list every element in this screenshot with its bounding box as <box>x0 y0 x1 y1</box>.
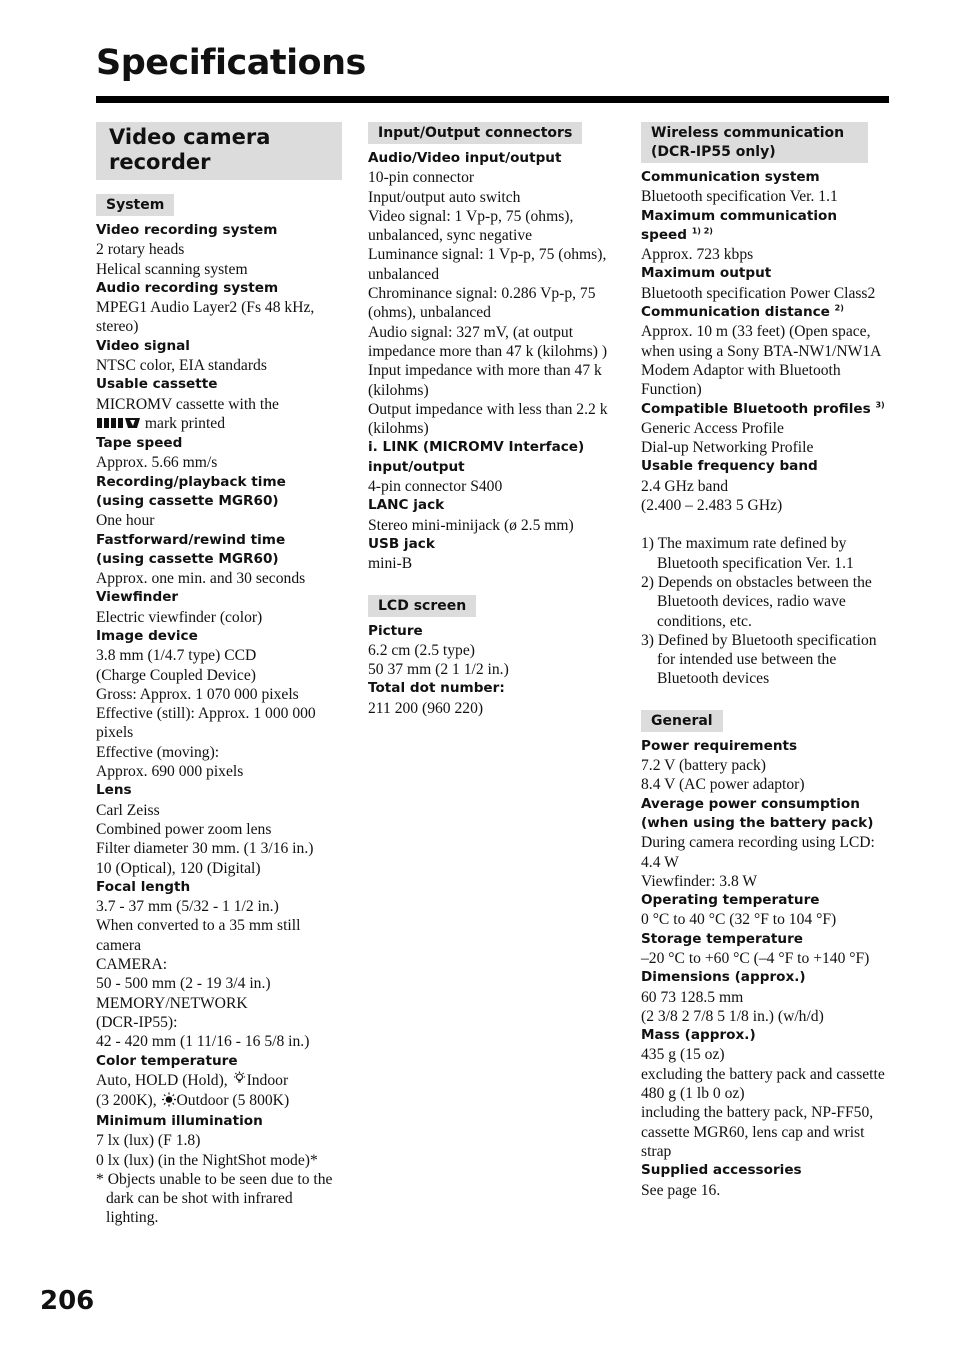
spec-value: Bluetooth specification Ver. 1.1 <box>641 188 838 206</box>
spec-label: Tape speed <box>96 435 183 452</box>
spec-value: Dial-up Networking Profile <box>641 439 814 457</box>
spec-value: One hour <box>96 512 155 530</box>
color-temp-text: Indoor <box>246 1071 289 1089</box>
spec-value: Filter diameter 30 mm. (1 3/16 in.) <box>96 840 314 858</box>
page-number: 206 <box>40 1286 95 1316</box>
footnote-ref: 2) <box>834 303 844 313</box>
footnotes <box>641 534 891 688</box>
spec-label: Picture <box>368 622 423 639</box>
spec-value: Approx. one min. and 30 seconds <box>96 570 306 588</box>
subsection-heading-general: General <box>641 710 723 732</box>
spec-label: Maximum communication <box>641 207 838 224</box>
footnote: * Objects unable to be seen due to the dark can be shot with infrared lighting. <box>96 1170 333 1227</box>
spec-value: 10-pin connector <box>368 169 475 187</box>
spec-label-text: Compatible Bluetooth profiles <box>641 400 871 417</box>
spec-value: 480 g (1 lb 0 oz) <box>641 1085 745 1103</box>
spec-label: Fastforward/rewind time <box>96 531 286 548</box>
spec-label <box>641 303 891 322</box>
spacer <box>641 515 891 534</box>
spec-label: Average power consumption <box>641 795 860 812</box>
spec-value: (DCR-IP55): <box>96 1013 178 1031</box>
spec-label <box>641 226 891 245</box>
outdoor-sun-icon <box>161 1092 177 1112</box>
spec-label-text: Communication distance <box>641 304 830 321</box>
spec-value: When converted to a 35 mm still camera <box>96 917 301 954</box>
spec-value: Combined power zoom lens <box>96 820 272 838</box>
spec-value: Carl Zeiss <box>96 801 160 819</box>
spec-label: Maximum output <box>641 265 772 282</box>
spec-label: Viewfinder <box>96 589 179 606</box>
spec-label: (using cassette MGR60) <box>96 492 279 509</box>
footnote-ref: 3) <box>875 400 885 410</box>
spec-value: –20 °C to +60 °C (–4 °F to +140 °F) <box>641 949 870 967</box>
spec-value: MEMORY/NETWORK <box>96 994 248 1012</box>
spec-value: Input impedance with more than 47 k (kilohms) <box>368 362 602 399</box>
spec-value: mini-B <box>368 555 413 573</box>
spec-label: Video recording system <box>96 222 278 238</box>
spec-value: Input/output auto switch <box>368 188 521 206</box>
spec-value: Helical scanning system <box>96 260 248 278</box>
spec-value: Video signal: 1 Vp-p, 75 (ohms), unbalanced, sync negative <box>368 207 574 245</box>
spec-value: 435 g (15 oz) <box>641 1046 725 1064</box>
spec-value: 8.4 V (AC power adaptor) <box>641 776 805 794</box>
spec-value: 42 - 420 mm (1 11/16 - 16 5/8 in.) <box>96 1033 310 1051</box>
spec-value: 0 °C to 40 °C (32 °F to 104 °F) <box>641 911 837 929</box>
spec-value: Audio signal: 327 mV, (at output impedance more than 47 k (kilohms) ) <box>368 323 608 360</box>
spec-value: (Charge Coupled Device) <box>96 666 256 684</box>
micromv-logo-icon <box>96 415 141 434</box>
spec-label: Mass (approx.) <box>641 1027 756 1044</box>
color-temp-text: Outdoor (5 800K) <box>176 1092 290 1110</box>
spec-value: Approx. 10 m (33 feet) (Open space, when using a Sony BTA-NW1/NW1A Modem Adaptor with Bluetooth Function) <box>641 323 881 399</box>
spec-value: (2.400 – 2.483 5 GHz) <box>641 497 783 515</box>
spec-label: Video signal <box>96 337 190 354</box>
spec-value: including the battery pack, NP-FF50, cassette MGR60, lens cap and wrist strap <box>641 1104 874 1160</box>
spec-value: 2 rotary heads <box>96 241 185 259</box>
spec-value: Effective (still): Approx. 1 000 000 pixels <box>96 705 316 742</box>
spec-value: 2.4 GHz band <box>641 477 729 495</box>
spec-value: Stereo mini-minijack (ø 2.5 mm) <box>368 516 574 534</box>
spec-value: 60 73 128.5 mm <box>641 988 744 1006</box>
spec-value: Bluetooth specification Power Class2 <box>641 284 876 302</box>
subsection-heading-system: System <box>96 194 174 216</box>
spec-value: 211 200 (960 220) <box>368 699 484 717</box>
spec-label: Storage temperature <box>641 930 803 947</box>
section-heading-video-camera-recorder <box>96 122 342 180</box>
footnote: 3) Defined by Bluetooth specification for intended use between the Bluetooth devices <box>641 631 877 688</box>
spec-label: i. LINK (MICROMV Interface) <box>368 439 585 456</box>
spec-value: Viewfinder: 3.8 W <box>641 872 758 890</box>
spec-value: Approx. 723 kbps <box>641 246 754 264</box>
spec-label: LANC jack <box>368 497 445 514</box>
spec-label: Usable frequency band <box>641 458 818 475</box>
spec-value: 6.2 cm (2.5 type) <box>368 641 475 659</box>
spec-value: MICROMV cassette with the <box>96 395 279 413</box>
spec-label: Audio recording system <box>96 279 279 296</box>
spec-label: Lens <box>96 782 132 799</box>
page-title: Specifications <box>96 43 366 83</box>
spec-label-text: speed <box>641 226 687 243</box>
spec-label: Focal length <box>96 878 191 895</box>
spec-label: Usable cassette <box>96 376 218 393</box>
subsection-heading-io: Input/Output connectors <box>368 122 582 144</box>
subsection-heading-wireless <box>641 122 868 163</box>
spec-value: Approx. 5.66 mm/s <box>96 454 218 472</box>
spec-value: Generic Access Profile <box>641 419 784 437</box>
spec-value: (2 3/8 2 7/8 5 1/8 in.) (w/h/d) <box>641 1007 824 1025</box>
spec-value: 3.7 - 37 mm (5/32 - 1 1/2 in.) <box>96 898 279 916</box>
wireless-heading-line2: (DCR-IP55 only) <box>651 144 776 160</box>
spec-value: 3.8 mm (1/4.7 type) CCD <box>96 647 257 665</box>
footnote: 2) Depends on obstacles between the Bluetooth devices, radio wave conditions, etc. <box>641 573 872 630</box>
spec-label: Power requirements <box>641 737 798 754</box>
footnote: 1) The maximum rate defined by Bluetooth specification Ver. 1.1 <box>641 535 854 572</box>
mark-printed-text: mark printed <box>144 414 226 432</box>
spec-label: Color temperature <box>96 1052 238 1069</box>
spec-value: 50 - 500 mm (2 - 19 3/4 in.) <box>96 975 271 993</box>
spec-value: 7.2 V (battery pack) <box>641 757 767 775</box>
column-wireless-general <box>641 122 891 1200</box>
spec-label: Communication system <box>641 169 820 185</box>
spec-value: Effective (moving): <box>96 743 220 761</box>
spec-label <box>641 400 891 419</box>
column-io-lcd <box>368 122 618 718</box>
spec-label: Image device <box>96 628 198 644</box>
spec-label: input/output <box>368 458 465 475</box>
spec-value: 4-pin connector S400 <box>368 478 503 496</box>
spec-label: Minimum illumination <box>96 1112 263 1129</box>
spec-label: (when using the battery pack) <box>641 814 874 831</box>
spec-value: Approx. 690 000 pixels <box>96 763 244 781</box>
spec-value: 50 37 mm (2 1 1/2 in.) <box>368 661 509 679</box>
spec-value: CAMERA: <box>96 956 168 974</box>
spacer <box>641 689 891 710</box>
spec-label: USB jack <box>368 535 435 552</box>
spec-value: 7 lx (lux) (F 1.8) <box>96 1132 201 1150</box>
spec-value: Output impedance with less than 2.2 k (kilohms) <box>368 400 608 438</box>
title-rule <box>96 96 889 103</box>
color-temp-text: Auto, HOLD (Hold), <box>96 1071 232 1089</box>
spec-value: MPEG1 Audio Layer2 (Fs 48 kHz, stereo) <box>96 299 315 336</box>
spec-value: NTSC color, EIA standards <box>96 357 267 375</box>
wireless-heading-line1: Wireless communication <box>651 125 845 141</box>
indoor-bulb-icon <box>232 1071 247 1091</box>
section-heading-line1: Video camera <box>109 125 271 149</box>
spec-label: Recording/playback time <box>96 473 286 490</box>
spec-value <box>96 1071 346 1092</box>
subsection-heading-lcd: LCD screen <box>368 595 476 617</box>
spec-label: Dimensions (approx.) <box>641 969 806 986</box>
spec-value <box>96 1091 346 1112</box>
spec-value: Electric viewfinder (color) <box>96 608 263 626</box>
spec-value: 10 (Optical), 120 (Digital) <box>96 859 261 877</box>
spec-label: Operating temperature <box>641 892 820 909</box>
spec-label: Supplied accessories <box>641 1162 802 1179</box>
spec-label: Audio/Video input/output <box>368 150 562 166</box>
spec-value: See page 16. <box>641 1181 721 1199</box>
color-temp-text: (3 200K), <box>96 1092 161 1110</box>
spec-value: Chrominance signal: 0.286 Vp-p, 75 (ohms), unbalanced <box>368 285 596 322</box>
section-heading-line2: recorder <box>109 150 211 174</box>
spec-value: During camera recording using LCD: 4.4 W <box>641 834 875 871</box>
footnote-ref: 1) 2) <box>691 226 713 236</box>
spec-value: excluding the battery pack and cassette <box>641 1065 885 1083</box>
spec-label: (using cassette MGR60) <box>96 550 279 567</box>
spec-value: 0 lx (lux) (in the NightShot mode)* <box>96 1151 318 1169</box>
spec-value: Luminance signal: 1 Vp-p, 75 (ohms), unbalanced <box>368 246 607 283</box>
spec-value: Gross: Approx. 1 070 000 pixels <box>96 685 299 703</box>
spec-value <box>96 414 346 434</box>
column-video-camera-recorder <box>96 122 346 1228</box>
spec-label: Total dot number: <box>368 680 505 697</box>
spacer <box>368 574 618 595</box>
